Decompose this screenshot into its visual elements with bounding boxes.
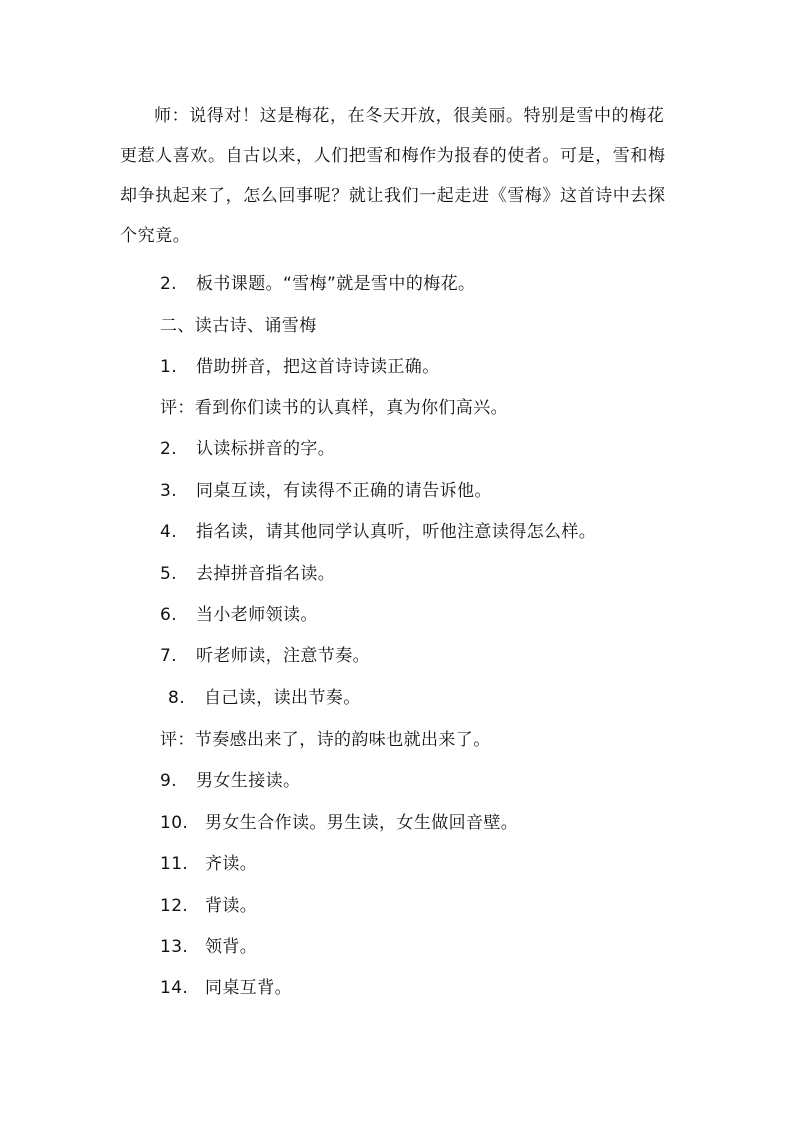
- list-item-number: 7.: [160, 646, 178, 666]
- list-item-number: 8.: [168, 688, 186, 708]
- list-item: [160, 812, 518, 834]
- list-item: [160, 480, 492, 502]
- list-item-number: 11.: [160, 854, 189, 874]
- list-item-text: 当小老师领读。: [196, 605, 318, 625]
- list-item-text: 指名读，请其他同学认真听，听他注意读得怎么样。: [196, 522, 597, 542]
- list-item: [160, 936, 257, 958]
- list-item-text: 领背。: [205, 937, 258, 957]
- list-item-number: 10.: [160, 813, 189, 833]
- list-item-text: 同桌互读，有读得不正确的请告诉他。: [196, 481, 492, 501]
- comment-line: [160, 397, 508, 419]
- comment-text: 评：看到你们读书的认真样，真为你们高兴。: [160, 398, 508, 418]
- list-item: [160, 977, 292, 999]
- list-item-text: 借助拼音，把这首诗诗读正确。: [196, 357, 440, 377]
- section-heading: [160, 315, 317, 337]
- list-item-number: 4.: [160, 522, 178, 542]
- list-item-text: 齐读。: [205, 854, 258, 874]
- list-item: [160, 770, 300, 792]
- list-item: [160, 563, 335, 585]
- intro-paragraph: 师：说得对！这是梅花，在冬天开放，很美丽。特别是雪中的梅花更惹人喜欢。自古以来，人们把雪和梅作为报春的使者。可是，雪和梅却争执起来了，怎么回事呢？就让我们一起走进《雪梅》这首诗中去探个究竟。: [120, 106, 666, 246]
- list-item-text: 同桌互背。: [205, 978, 292, 998]
- comment-text: 评：节奏感出来了，诗的韵味也就出来了。: [160, 730, 491, 750]
- list-item-number: 14.: [160, 978, 189, 998]
- list-item-text: 自己读，读出节奏。: [204, 688, 361, 708]
- list-item: [160, 521, 596, 543]
- list-item-number: 1.: [160, 357, 178, 377]
- list-item: [160, 895, 257, 917]
- list-item: [160, 604, 318, 626]
- list-item-number: 3.: [160, 481, 178, 501]
- section-heading-text: 二、读古诗、诵雪梅: [160, 316, 317, 336]
- list-item-number: 9.: [160, 771, 178, 791]
- list-item-number: 2.: [160, 439, 178, 459]
- list-item-text: 认读标拼音的字。: [196, 439, 336, 459]
- list-item-text: 男女生合作读。男生读，女生做回音壁。: [205, 813, 519, 833]
- comment-line: [160, 729, 491, 751]
- list-item-number: 12.: [160, 896, 189, 916]
- list-item-number: 6.: [160, 605, 178, 625]
- list-item-text: 去掉拼音指名读。: [196, 564, 336, 584]
- list-item: [168, 687, 361, 709]
- list-item-number: 2.: [160, 274, 178, 294]
- list-item: [160, 853, 257, 875]
- list-item-number: 13.: [160, 937, 189, 957]
- list-item: [160, 438, 335, 460]
- list-item-number: 5.: [160, 564, 178, 584]
- list-item: [160, 645, 370, 667]
- list-item: [160, 273, 475, 295]
- list-item-text: 背读。: [205, 896, 258, 916]
- list-item: [160, 356, 440, 378]
- list-item-text: 板书课题。“雪梅”就是雪中的梅花。: [196, 274, 476, 294]
- list-item-text: 听老师读，注意节奏。: [196, 646, 370, 666]
- list-item-text: 男女生接读。: [196, 771, 301, 791]
